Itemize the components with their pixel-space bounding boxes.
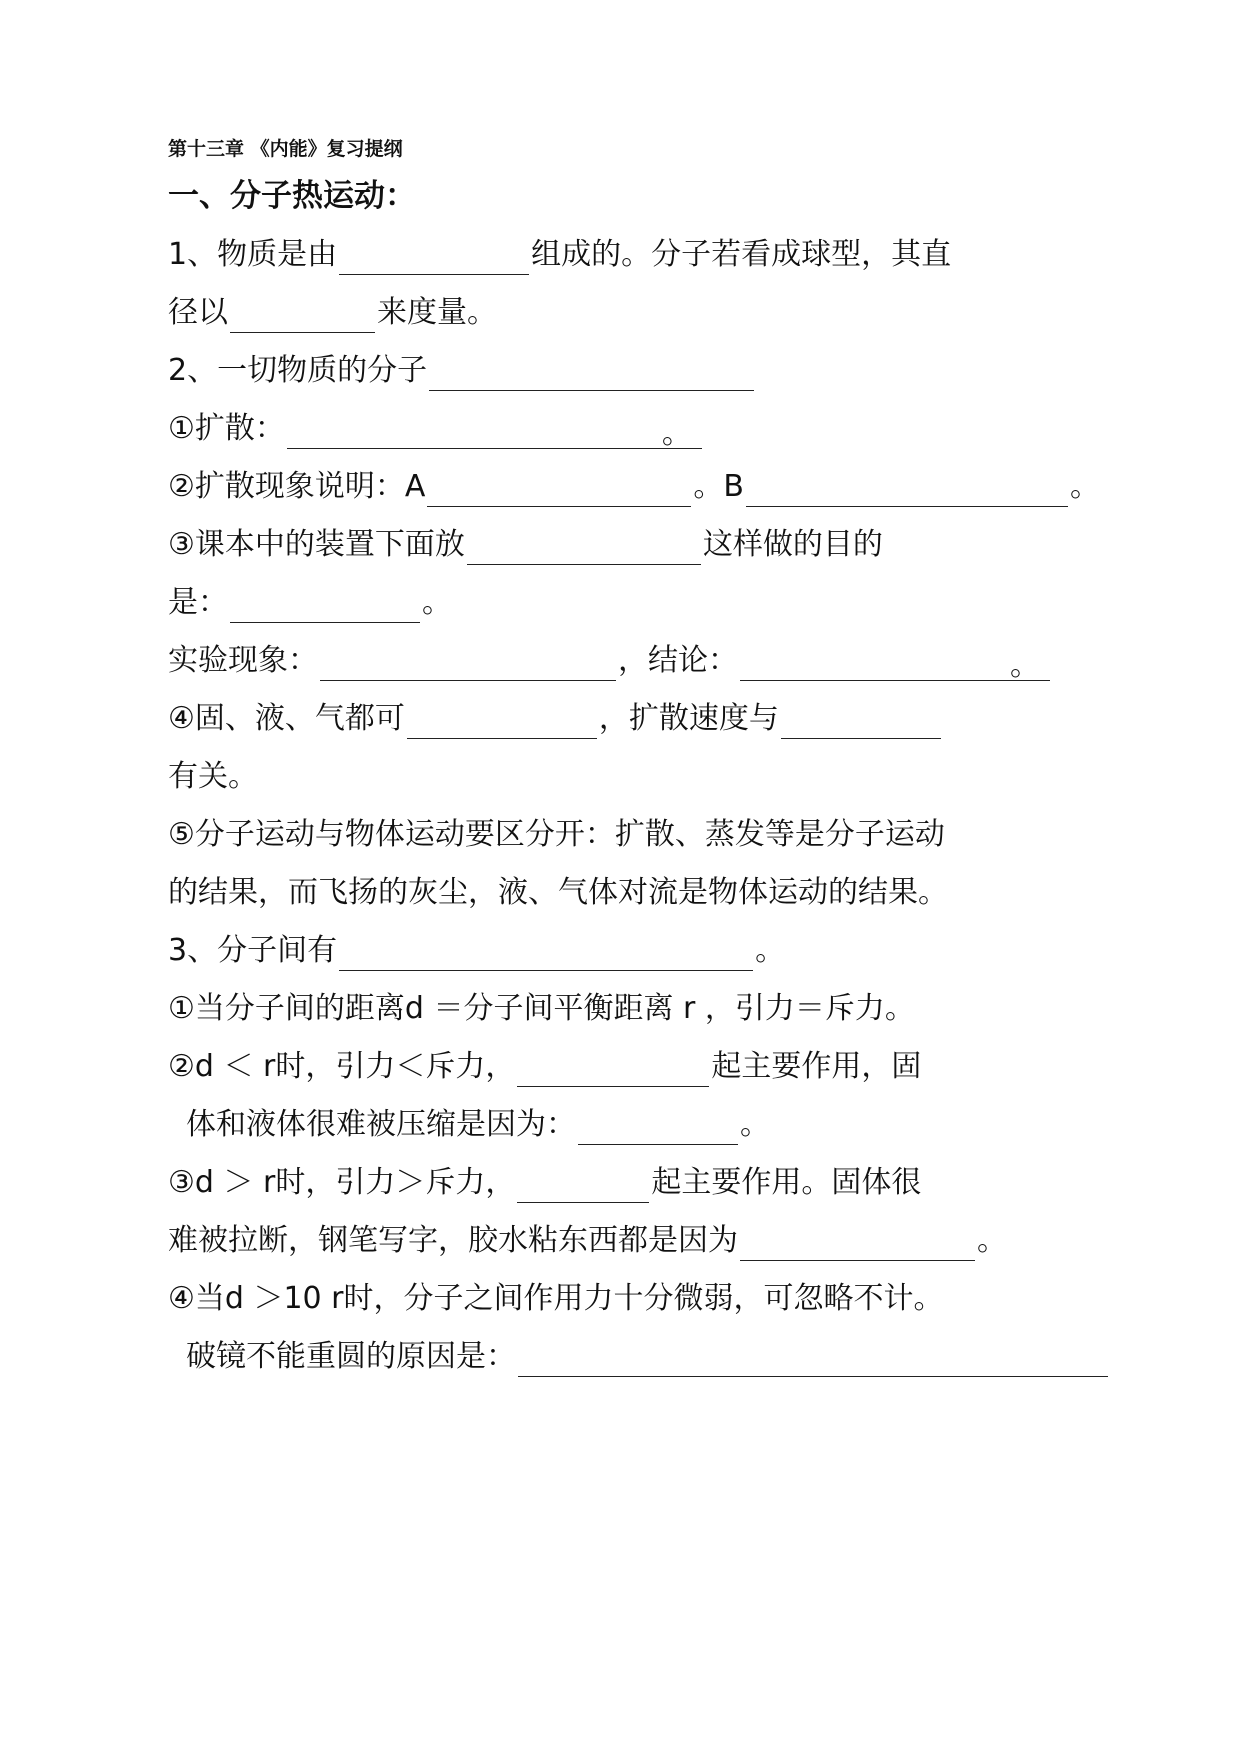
explain-label-a: ②扩散现象说明：A [168,469,426,504]
q2-purpose-line [168,583,452,623]
conclusion-blank[interactable] [740,646,1050,681]
q2-experiment-line [168,641,1052,681]
device-text-2: 这样做的目的 [702,527,883,562]
q2-text-1: 2、一切物质的分子 [168,353,428,388]
q3-repulsion-line [168,1047,921,1087]
attraction-text-2: 起主要作用。固体很 [651,1165,922,1200]
speed-text-2: ，扩散速度与 [598,701,779,736]
explain-blank-a[interactable] [427,472,691,507]
explain-blank-b[interactable] [746,472,1068,507]
q1-text-1: 1、物质是由 [168,237,338,272]
experiment-blank[interactable] [320,646,616,681]
q3-weak-line: ④当d ＞10 r时，分子之间作用力十分微弱，可忽略不计。 [168,1281,944,1316]
q2-device-line [168,525,883,565]
speed-blank-2[interactable] [781,704,941,739]
device-text-1: ③课本中的装置下面放 [168,527,465,562]
speed-text-1: ④固、液、气都可 [168,701,405,736]
speed-blank-1[interactable] [407,704,597,739]
purpose-period: 。 [422,585,452,620]
attraction-blank[interactable] [517,1168,649,1203]
mirror-text: 破镜不能重圆的原因是： [186,1339,516,1374]
q2-speed-line [168,699,943,739]
q1-blank-2[interactable] [230,298,375,333]
q3-attraction-line [168,1163,921,1203]
q3-blank-1[interactable] [339,936,753,971]
purpose-label: 是： [168,585,228,620]
diffusion-label: ①扩散： [168,411,285,446]
stretch-blank[interactable] [740,1226,975,1261]
q3-compress-line [168,1105,770,1145]
explain-label-b: 。B [693,469,745,504]
q1-blank-1[interactable] [339,240,529,275]
q1-text-3: 径以 [168,295,228,330]
diffusion-period: 。 [661,416,692,451]
section-heading: 一、分子热运动： [168,178,416,214]
diffusion-blank[interactable] [287,414,702,449]
q3-stretch-line [168,1221,1007,1261]
repulsion-blank[interactable] [517,1052,709,1087]
q3-mirror-line [168,1337,1110,1377]
q3-line-1 [168,931,785,971]
q2-motion-line-1: ⑤分子运动与物体运动要区分开：扩散、蒸发等是分子运动 [168,817,945,852]
explain-period: 。 [1070,469,1101,504]
q1-text-4: 来度量。 [377,295,497,330]
stretch-period: 。 [977,1223,1007,1258]
purpose-blank[interactable] [230,588,420,623]
conclusion-period: 。 [1010,648,1040,683]
compress-text: 体和液体很难被压缩是因为： [186,1107,576,1142]
device-blank[interactable] [467,530,701,565]
mirror-blank[interactable] [518,1342,1108,1377]
q2-motion-line-2: 的结果，而飞扬的灰尘，液、气体对流是物体运动的结果。 [168,875,948,910]
q1-line-2 [168,293,497,333]
q1-text-2: 组成的。分子若看成球型，其直 [531,237,952,272]
q1-line-1 [168,235,951,275]
q3-period: 。 [755,933,786,968]
repulsion-text-2: 起主要作用，固 [711,1049,922,1084]
stretch-text: 难被拉断，钢笔写字，胶水粘东西都是因为 [168,1223,738,1258]
compress-blank[interactable] [578,1110,738,1145]
attraction-text-1: ③d ＞ r时，引力＞斥力， [168,1165,516,1200]
q3-text-1: 3、分子间有 [168,933,338,968]
q2-diffusion-line [168,409,704,449]
q3-balance-line: ①当分子间的距离d ＝分子间平衡距离 r ，引力＝斥力。 [168,991,915,1026]
document-title: 第十三章 《内能》复习提纲 [168,138,403,160]
q2-line-1 [168,351,756,391]
repulsion-text-1: ②d ＜ r时，引力＜斥力， [168,1049,516,1084]
conclusion-label: ，结论： [618,643,738,678]
q2-blank-1[interactable] [429,356,754,391]
compress-period: 。 [740,1107,770,1142]
experiment-label: 实验现象： [168,643,318,678]
q2-explain-line [168,467,1100,507]
q2-speed-line-2: 有关。 [168,759,258,794]
